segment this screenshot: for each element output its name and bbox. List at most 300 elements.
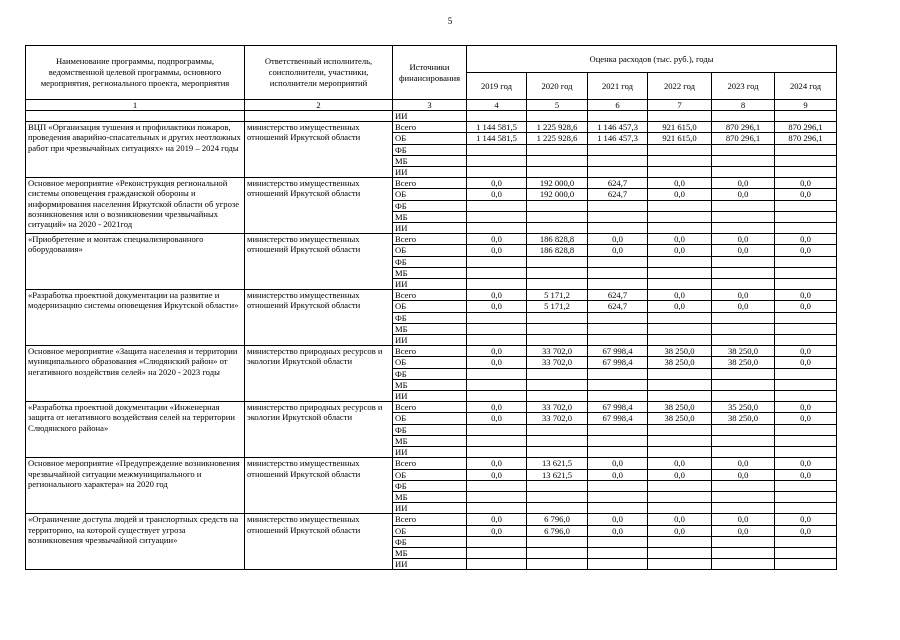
value-cell: [775, 267, 837, 278]
column-number: 9: [775, 100, 837, 111]
value-cell: [775, 256, 837, 267]
value-cell: [712, 256, 775, 267]
value-cell: [588, 267, 648, 278]
value-cell: 67 998,4: [588, 402, 648, 413]
value-cell: 0,0: [648, 290, 712, 301]
value-cell: 0,0: [775, 189, 837, 200]
table-row: [26, 402, 837, 413]
value-cell: [588, 424, 648, 435]
value-cell: 870 296,1: [712, 133, 775, 144]
value-cell: [648, 111, 712, 122]
value-cell: [775, 279, 837, 290]
value-cell: [775, 480, 837, 491]
executor-cell: министерство имущественных отношений Иркутской области: [245, 290, 393, 346]
value-cell: [648, 211, 712, 222]
value-cell: 0,0: [467, 525, 527, 536]
value-cell: [467, 312, 527, 323]
value-cell: [527, 559, 588, 570]
value-cell: [712, 155, 775, 166]
value-cell: [527, 279, 588, 290]
program-name-cell: Основное мероприятие «Защита населения и территории муниципального образования «Слюдянский район» от негативного воздействия селей» на 2020 - 2023 годы: [26, 346, 245, 402]
value-cell: 0,0: [775, 525, 837, 536]
value-cell: 0,0: [775, 357, 837, 368]
value-cell: [527, 435, 588, 446]
value-cell: [712, 435, 775, 446]
value-cell: [775, 491, 837, 502]
value-cell: [588, 379, 648, 390]
value-cell: [588, 503, 648, 514]
value-cell: 33 702,0: [527, 357, 588, 368]
value-cell: [648, 503, 712, 514]
value-cell: 0,0: [775, 301, 837, 312]
value-cell: [775, 391, 837, 402]
value-cell: [527, 211, 588, 222]
value-cell: [467, 547, 527, 558]
value-cell: 624,7: [588, 290, 648, 301]
column-number: 2: [245, 100, 393, 111]
column-number: 8: [712, 100, 775, 111]
value-cell: 870 296,1: [775, 133, 837, 144]
value-cell: [648, 312, 712, 323]
value-cell: 0,0: [588, 458, 648, 469]
table-row: [26, 122, 837, 133]
value-cell: 0,0: [712, 301, 775, 312]
funding-source-cell: МБ: [393, 323, 467, 334]
executor-cell: министерство имущественных отношений Иркутской области: [245, 122, 393, 178]
value-cell: 0,0: [712, 514, 775, 525]
value-cell: [648, 536, 712, 547]
funding-source-cell: ИИ: [393, 111, 467, 122]
value-cell: 0,0: [648, 234, 712, 245]
value-cell: 0,0: [775, 514, 837, 525]
value-cell: [588, 547, 648, 558]
value-cell: [527, 323, 588, 334]
funding-source-cell: ФБ: [393, 480, 467, 491]
value-cell: [775, 368, 837, 379]
table-body: [26, 111, 837, 570]
funding-source-cell: ОБ: [393, 469, 467, 480]
value-cell: 1 146 457,3: [588, 122, 648, 133]
value-cell: [467, 223, 527, 234]
value-cell: 0,0: [648, 458, 712, 469]
funding-source-cell: Всего: [393, 514, 467, 525]
value-cell: [467, 435, 527, 446]
value-cell: 33 702,0: [527, 413, 588, 424]
header-funding-source: Источники финансирования: [393, 46, 467, 100]
funding-source-cell: ОБ: [393, 357, 467, 368]
value-cell: 0,0: [712, 290, 775, 301]
value-cell: [527, 200, 588, 211]
value-cell: [648, 480, 712, 491]
value-cell: 0,0: [648, 469, 712, 480]
value-cell: 186 828,8: [527, 245, 588, 256]
value-cell: 192 000,0: [527, 178, 588, 189]
value-cell: 0,0: [648, 245, 712, 256]
value-cell: 921 615,0: [648, 133, 712, 144]
value-cell: [775, 144, 837, 155]
funding-source-cell: ФБ: [393, 368, 467, 379]
value-cell: [712, 447, 775, 458]
value-cell: [467, 391, 527, 402]
value-cell: [467, 256, 527, 267]
value-cell: [712, 335, 775, 346]
value-cell: 38 250,0: [648, 346, 712, 357]
value-cell: 870 296,1: [775, 122, 837, 133]
funding-source-cell: МБ: [393, 379, 467, 390]
value-cell: [588, 368, 648, 379]
value-cell: [467, 536, 527, 547]
value-cell: [527, 536, 588, 547]
funding-source-cell: МБ: [393, 491, 467, 502]
value-cell: 0,0: [588, 525, 648, 536]
program-name-cell: «Разработка проектной документации «Инженерная защита от негативного воздействия селей на территории Слюдянского района»: [26, 402, 245, 458]
header-executor: Ответственный исполнитель, соисполнители, участники, исполнители мероприятий: [245, 46, 393, 100]
table-row: [26, 458, 837, 469]
value-cell: 0,0: [648, 178, 712, 189]
funding-source-cell: ИИ: [393, 559, 467, 570]
value-cell: 921 615,0: [648, 122, 712, 133]
value-cell: [467, 447, 527, 458]
table-row: [26, 346, 837, 357]
value-cell: 1 146 457,3: [588, 133, 648, 144]
value-cell: 0,0: [712, 189, 775, 200]
value-cell: 0,0: [775, 290, 837, 301]
value-cell: [648, 167, 712, 178]
value-cell: [467, 559, 527, 570]
executor-cell: министерство имущественных отношений Иркутской области: [245, 514, 393, 570]
value-cell: 33 702,0: [527, 402, 588, 413]
funding-source-cell: ИИ: [393, 167, 467, 178]
value-cell: 5 171,2: [527, 290, 588, 301]
value-cell: [775, 211, 837, 222]
value-cell: [527, 447, 588, 458]
value-cell: 0,0: [467, 469, 527, 480]
column-number: 1: [26, 100, 245, 111]
value-cell: [467, 279, 527, 290]
value-cell: [588, 155, 648, 166]
value-cell: 38 250,0: [712, 413, 775, 424]
header-program-name: Наименование программы, подпрограммы, ведомственной целевой программы, основного мероприятия, регионального проекта, мероприятия: [26, 46, 245, 100]
value-cell: 0,0: [648, 301, 712, 312]
executor-cell: министерство природных ресурсов и экологии Иркутской области: [245, 402, 393, 458]
value-cell: [588, 335, 648, 346]
value-cell: 38 250,0: [712, 357, 775, 368]
value-cell: [648, 335, 712, 346]
funding-source-cell: ОБ: [393, 301, 467, 312]
header-year: 2019 год: [467, 73, 527, 100]
value-cell: [648, 223, 712, 234]
column-number: 6: [588, 100, 648, 111]
funding-source-cell: ОБ: [393, 525, 467, 536]
funding-source-cell: ОБ: [393, 189, 467, 200]
value-cell: [467, 267, 527, 278]
value-cell: 0,0: [648, 514, 712, 525]
value-cell: [527, 167, 588, 178]
value-cell: 0,0: [467, 245, 527, 256]
value-cell: 0,0: [775, 234, 837, 245]
executor-cell: министерство природных ресурсов и экологии Иркутской области: [245, 346, 393, 402]
value-cell: [775, 547, 837, 558]
value-cell: 0,0: [775, 402, 837, 413]
value-cell: [467, 200, 527, 211]
value-cell: 0,0: [588, 234, 648, 245]
funding-source-cell: Всего: [393, 234, 467, 245]
value-cell: [588, 536, 648, 547]
value-cell: 67 998,4: [588, 346, 648, 357]
funding-source-cell: ФБ: [393, 256, 467, 267]
value-cell: [648, 391, 712, 402]
value-cell: [712, 559, 775, 570]
value-cell: [527, 256, 588, 267]
table-row: [26, 290, 837, 301]
value-cell: [712, 368, 775, 379]
value-cell: 186 828,8: [527, 234, 588, 245]
value-cell: [648, 435, 712, 446]
value-cell: 0,0: [467, 234, 527, 245]
executor-cell: [245, 111, 393, 122]
value-cell: 38 250,0: [648, 402, 712, 413]
value-cell: [712, 223, 775, 234]
value-cell: [775, 379, 837, 390]
value-cell: 624,7: [588, 189, 648, 200]
value-cell: [588, 223, 648, 234]
value-cell: 624,7: [588, 301, 648, 312]
value-cell: 0,0: [648, 525, 712, 536]
value-cell: 0,0: [467, 301, 527, 312]
value-cell: [648, 200, 712, 211]
funding-source-cell: МБ: [393, 547, 467, 558]
value-cell: [588, 312, 648, 323]
value-cell: 67 998,4: [588, 357, 648, 368]
value-cell: [712, 391, 775, 402]
funding-source-cell: ИИ: [393, 335, 467, 346]
value-cell: [467, 379, 527, 390]
value-cell: [588, 391, 648, 402]
header-expense-estimate: Оценка расходов (тыс. руб.), годы: [467, 46, 837, 73]
funding-source-cell: ИИ: [393, 447, 467, 458]
column-number: 7: [648, 100, 712, 111]
budget-table: [25, 45, 837, 570]
value-cell: [648, 323, 712, 334]
value-cell: [527, 480, 588, 491]
table-row: [26, 111, 837, 122]
value-cell: [775, 424, 837, 435]
value-cell: [467, 167, 527, 178]
value-cell: 0,0: [712, 525, 775, 536]
column-number: 3: [393, 100, 467, 111]
table-row: [26, 514, 837, 525]
value-cell: 0,0: [588, 469, 648, 480]
table-row: [26, 234, 837, 245]
value-cell: 0,0: [712, 178, 775, 189]
value-cell: [775, 536, 837, 547]
value-cell: [467, 503, 527, 514]
value-cell: [527, 144, 588, 155]
value-cell: 1 144 581,5: [467, 133, 527, 144]
value-cell: 624,7: [588, 178, 648, 189]
value-cell: [712, 267, 775, 278]
value-cell: [775, 447, 837, 458]
value-cell: 13 621,5: [527, 469, 588, 480]
value-cell: [712, 379, 775, 390]
header-year: 2021 год: [588, 73, 648, 100]
value-cell: [712, 536, 775, 547]
value-cell: [648, 491, 712, 502]
value-cell: 38 250,0: [648, 357, 712, 368]
funding-source-cell: МБ: [393, 155, 467, 166]
funding-source-cell: МБ: [393, 211, 467, 222]
value-cell: 192 000,0: [527, 189, 588, 200]
value-cell: [527, 267, 588, 278]
value-cell: 0,0: [467, 290, 527, 301]
value-cell: [648, 559, 712, 570]
value-cell: 38 250,0: [712, 346, 775, 357]
value-cell: [775, 323, 837, 334]
funding-source-cell: ИИ: [393, 223, 467, 234]
value-cell: [648, 379, 712, 390]
value-cell: 0,0: [775, 178, 837, 189]
header-year: 2022 год: [648, 73, 712, 100]
funding-source-cell: Всего: [393, 178, 467, 189]
funding-source-cell: ИИ: [393, 391, 467, 402]
value-cell: [712, 547, 775, 558]
value-cell: [712, 279, 775, 290]
value-cell: [775, 559, 837, 570]
value-cell: [588, 256, 648, 267]
value-cell: [712, 167, 775, 178]
value-cell: [775, 155, 837, 166]
value-cell: [648, 267, 712, 278]
value-cell: [467, 368, 527, 379]
value-cell: [527, 155, 588, 166]
funding-source-cell: ИИ: [393, 503, 467, 514]
value-cell: 870 296,1: [712, 122, 775, 133]
executor-cell: министерство имущественных отношений Иркутской области: [245, 458, 393, 514]
program-name-cell: Основное мероприятие «Предупреждение возникновения чрезвычайной ситуации межмуниципального и регионального характера» на 2020 год: [26, 458, 245, 514]
value-cell: [588, 491, 648, 502]
column-number-row: [26, 100, 837, 111]
value-cell: [775, 503, 837, 514]
value-cell: [712, 480, 775, 491]
funding-source-cell: ОБ: [393, 245, 467, 256]
value-cell: [527, 491, 588, 502]
value-cell: [712, 491, 775, 502]
value-cell: 0,0: [775, 245, 837, 256]
value-cell: [467, 111, 527, 122]
value-cell: 1 225 928,6: [527, 133, 588, 144]
funding-source-cell: Всего: [393, 402, 467, 413]
value-cell: [648, 279, 712, 290]
value-cell: 0,0: [467, 189, 527, 200]
value-cell: 0,0: [467, 402, 527, 413]
column-number: 5: [527, 100, 588, 111]
value-cell: 67 998,4: [588, 413, 648, 424]
value-cell: 0,0: [467, 357, 527, 368]
funding-source-cell: ФБ: [393, 200, 467, 211]
value-cell: 13 621,5: [527, 458, 588, 469]
value-cell: [467, 491, 527, 502]
value-cell: [467, 144, 527, 155]
value-cell: [775, 223, 837, 234]
value-cell: [588, 167, 648, 178]
funding-source-cell: Всего: [393, 290, 467, 301]
value-cell: [588, 447, 648, 458]
value-cell: 0,0: [712, 234, 775, 245]
value-cell: 0,0: [467, 458, 527, 469]
funding-source-cell: МБ: [393, 435, 467, 446]
value-cell: 33 702,0: [527, 346, 588, 357]
value-cell: 0,0: [712, 458, 775, 469]
value-cell: 5 171,2: [527, 301, 588, 312]
funding-source-cell: ОБ: [393, 133, 467, 144]
funding-source-cell: Всего: [393, 122, 467, 133]
value-cell: 0,0: [648, 189, 712, 200]
value-cell: [588, 144, 648, 155]
header-year: 2024 год: [775, 73, 837, 100]
value-cell: 0,0: [467, 413, 527, 424]
value-cell: [648, 155, 712, 166]
value-cell: 0,0: [775, 469, 837, 480]
value-cell: 0,0: [775, 346, 837, 357]
value-cell: 0,0: [712, 245, 775, 256]
value-cell: [527, 391, 588, 402]
value-cell: [648, 368, 712, 379]
value-cell: [588, 323, 648, 334]
value-cell: [775, 312, 837, 323]
funding-source-cell: МБ: [393, 267, 467, 278]
value-cell: [775, 200, 837, 211]
value-cell: [712, 312, 775, 323]
value-cell: 0,0: [588, 514, 648, 525]
value-cell: 35 250,0: [712, 402, 775, 413]
funding-source-cell: ФБ: [393, 144, 467, 155]
value-cell: [527, 547, 588, 558]
value-cell: [775, 167, 837, 178]
value-cell: [648, 547, 712, 558]
value-cell: 6 796,0: [527, 514, 588, 525]
value-cell: [527, 312, 588, 323]
value-cell: [527, 368, 588, 379]
value-cell: 0,0: [467, 178, 527, 189]
value-cell: [712, 323, 775, 334]
value-cell: [588, 435, 648, 446]
table-row: [26, 178, 837, 189]
funding-source-cell: ИИ: [393, 279, 467, 290]
program-name-cell: ВЦП «Организация тушения и профилактики пожаров, проведения аварийно-спасательных и других неотложных работ при чрезвычайных ситуациях» на 2019 – 2024 годы: [26, 122, 245, 178]
value-cell: [588, 559, 648, 570]
executor-cell: министерство имущественных отношений Иркутской области: [245, 178, 393, 234]
program-name-cell: «Разработка проектной документации на развитие и модернизацию системы оповещения Иркутской области»: [26, 290, 245, 346]
value-cell: [712, 211, 775, 222]
funding-source-cell: Всего: [393, 458, 467, 469]
funding-source-cell: ФБ: [393, 536, 467, 547]
value-cell: [712, 200, 775, 211]
value-cell: [775, 335, 837, 346]
value-cell: [527, 111, 588, 122]
program-name-cell: Основное мероприятие «Реконструкция региональной системы оповещения гражданской обороны и информирования населения Иркутской области об угрозе возникновения или о возникновении чрезвычайных ситуаций» на 2020 - 2021год: [26, 178, 245, 234]
value-cell: [527, 503, 588, 514]
value-cell: 0,0: [775, 458, 837, 469]
program-name-cell: [26, 111, 245, 122]
value-cell: [467, 323, 527, 334]
value-cell: [527, 223, 588, 234]
value-cell: [712, 503, 775, 514]
value-cell: 0,0: [775, 413, 837, 424]
value-cell: [588, 200, 648, 211]
value-cell: [775, 435, 837, 446]
value-cell: [527, 335, 588, 346]
value-cell: [588, 211, 648, 222]
